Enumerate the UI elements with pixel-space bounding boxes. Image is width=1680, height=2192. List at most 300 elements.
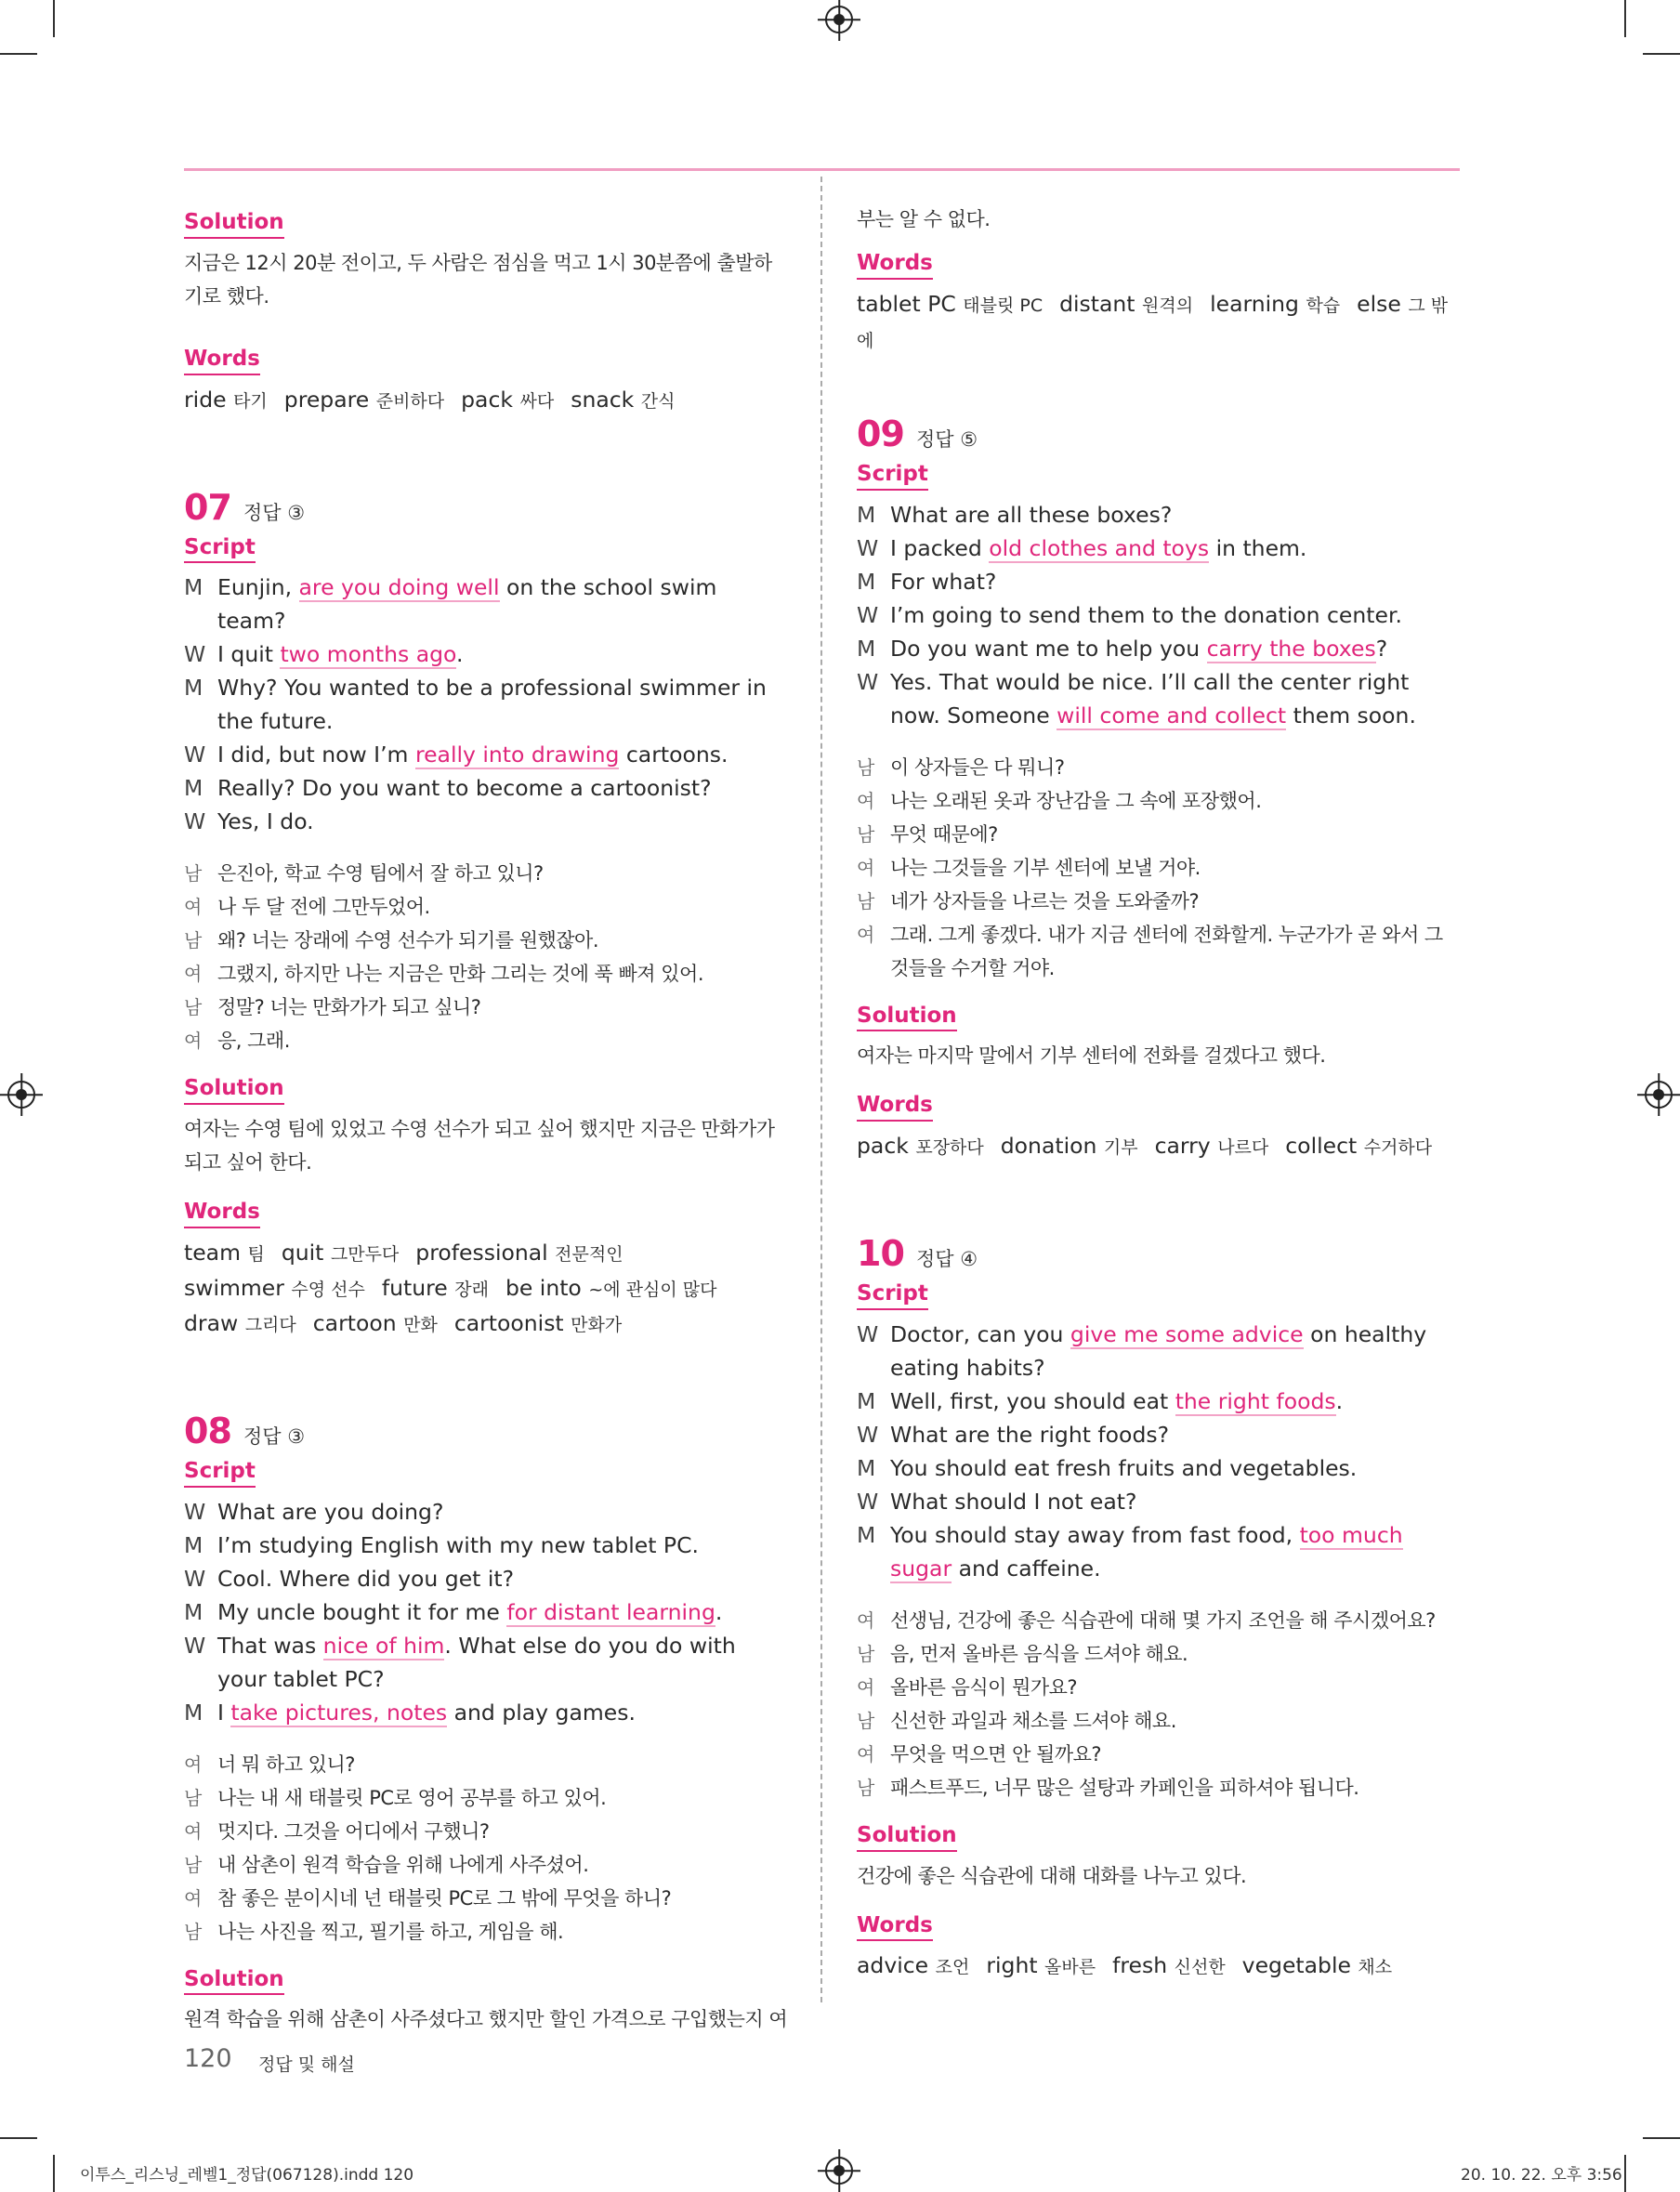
- vocab-meaning: 싸다: [519, 390, 555, 412]
- text-segment: You should stay away from fast food,: [890, 1521, 1300, 1548]
- speaker-label: 남: [184, 1920, 202, 1943]
- translation-line: [857, 1704, 1461, 1738]
- translation-line: [184, 991, 788, 1024]
- translation-text: 은진아, 학교 수영 팀에서 잘 하고 있니?: [217, 862, 544, 886]
- vocab-item: [505, 1275, 716, 1301]
- script-line: [857, 498, 1461, 532]
- vocab-word: professional: [415, 1239, 548, 1266]
- vocab-item: [1001, 1133, 1138, 1159]
- highlighted-phrase: take pictures, notes: [230, 1699, 448, 1726]
- vocab-word: team: [184, 1239, 241, 1266]
- translation-line: [857, 1604, 1461, 1637]
- crop-mark: [1643, 2137, 1680, 2139]
- speaker-label: W: [857, 601, 879, 628]
- text-segment: . What else do you do with your tablet PC?: [217, 1632, 736, 1692]
- left-column: [184, 184, 788, 2036]
- words-label: Words: [184, 1199, 260, 1228]
- translation-line: [184, 957, 788, 991]
- script-line: [857, 565, 1461, 598]
- script-text: [217, 637, 788, 671]
- script-line: [857, 1385, 1461, 1418]
- vocab-item: [184, 1275, 365, 1301]
- speaker-label: 여: [857, 1608, 874, 1632]
- translation-text: 응, 그래.: [217, 1030, 290, 1053]
- speaker-label: M: [857, 1387, 876, 1414]
- speaker-label: W: [184, 1632, 206, 1659]
- translation-text: 올바른 음식이 뭔가요?: [890, 1675, 1078, 1699]
- speaker-label: 여: [184, 1819, 202, 1843]
- script-text: [217, 771, 788, 805]
- speaker-label: 여: [857, 923, 874, 946]
- text-segment: My uncle bought it for me: [217, 1598, 507, 1625]
- speaker-label: W: [184, 742, 206, 768]
- script-line: [857, 1418, 1461, 1451]
- text-segment: I did, but now I’m: [217, 742, 415, 768]
- text-segment: Do you want me to help you: [890, 635, 1207, 662]
- script-line: [184, 1696, 788, 1729]
- script-text: [890, 532, 1461, 565]
- highlighted-phrase: old clothes and toys: [989, 534, 1210, 561]
- words-row: [857, 287, 1461, 358]
- vocab-meaning: 원격의: [1142, 295, 1194, 316]
- highlighted-phrase: are you doing well: [298, 574, 500, 601]
- vocab-item: [184, 1240, 265, 1266]
- translation-line: [857, 851, 1461, 885]
- speaker-label: 남: [857, 755, 874, 779]
- vocab-item: [1210, 291, 1340, 317]
- vocab-word: donation: [1000, 1133, 1097, 1159]
- speaker-label: 여: [857, 1742, 874, 1765]
- script-line: [184, 1495, 788, 1529]
- text-segment: Yes. That would be nice. I’ll call the center right now. Someone: [890, 668, 1410, 728]
- text-segment: That was: [217, 1632, 323, 1659]
- text-segment: and play games.: [447, 1699, 636, 1726]
- solution-text: 여자는 마지막 말에서 기부 센터에 전화를 걸겠다고 했다.: [857, 1044, 1326, 1068]
- translation-line: [184, 857, 788, 890]
- vocab-word: cartoonist: [453, 1309, 564, 1336]
- script-text: [217, 1629, 788, 1696]
- translation-line: [857, 1771, 1461, 1805]
- translation-line: [184, 890, 788, 924]
- file-info: 이투스_리스닝_레벨1_정답(067128).indd 120: [80, 2166, 414, 2185]
- vocab-word: right: [986, 1952, 1038, 1979]
- speaker-label: 여: [184, 963, 202, 986]
- speaker-label: 여: [184, 1886, 202, 1910]
- page-section-label: 정답 및 해설: [258, 2054, 355, 2075]
- vocab-word: tablet PC: [857, 290, 956, 317]
- vocab-word: quit: [281, 1239, 324, 1266]
- speaker-label: 남: [857, 1642, 874, 1665]
- question-number: 10: [857, 1233, 904, 1274]
- vocab-word: pack: [461, 386, 513, 413]
- vocab-word: carry: [1154, 1133, 1211, 1159]
- translation-text: 멋지다. 그것을 어디에서 구했니?: [217, 1819, 490, 1843]
- script-text: [217, 805, 788, 838]
- crop-mark: [1624, 2155, 1626, 2192]
- solution-text: 건강에 좋은 식습관에 대해 대화를 나누고 있다.: [857, 1864, 1247, 1887]
- translation-text: 그래. 그게 좋겠다. 내가 지금 센터에 전화할게. 누군가가 곧 와서 그것들을 수거할 거야.: [890, 923, 1443, 979]
- script-dialogue: [184, 571, 788, 838]
- vocab-meaning: 학습: [1306, 295, 1341, 316]
- vocab-word: cartoon: [312, 1309, 397, 1336]
- speaker-label: W: [857, 1421, 879, 1448]
- script-text: [217, 571, 788, 637]
- question-number: 08: [184, 1410, 231, 1451]
- script-line: [857, 598, 1461, 632]
- crop-mark: [0, 53, 37, 55]
- vocab-meaning: 기부: [1103, 1137, 1138, 1158]
- answer-key: 정답 ⑤: [916, 427, 978, 451]
- translation-text: 신선한 과일과 채소를 드셔야 해요.: [890, 1709, 1176, 1732]
- script-text: [890, 632, 1461, 665]
- vocab-meaning: 수거하다: [1363, 1137, 1433, 1158]
- words-row: [184, 1271, 788, 1306]
- vocab-item: [1242, 1952, 1392, 1978]
- registration-mark-right: [1645, 1081, 1673, 1109]
- vocab-meaning: 태블릿 PC: [963, 295, 1043, 316]
- words-list: [184, 383, 788, 418]
- translation-line: [184, 1882, 788, 1915]
- vocab-word: draw: [184, 1309, 239, 1336]
- text-segment: .: [456, 641, 464, 668]
- speaker-label: 남: [857, 1776, 874, 1799]
- vocab-meaning: 만화가: [571, 1314, 623, 1335]
- text-segment: Yes, I do.: [217, 808, 314, 835]
- translation-line: [184, 1781, 788, 1815]
- solution-label: Solution: [184, 1966, 284, 1996]
- speaker-label: 여: [184, 1752, 202, 1776]
- words-list: [184, 1236, 788, 1342]
- translation-line: [857, 1671, 1461, 1704]
- script-text: [217, 1495, 788, 1529]
- words-label: Words: [184, 346, 260, 375]
- speaker-label: 남: [857, 889, 874, 912]
- crop-mark: [53, 0, 55, 37]
- speaker-label: M: [184, 1699, 203, 1726]
- highlighted-phrase: really into drawing: [414, 742, 620, 768]
- registration-mark-bottom: [825, 2157, 853, 2185]
- crop-mark: [53, 2155, 55, 2192]
- text-segment: Really? Do you want to become a cartoonist?: [217, 775, 712, 802]
- script-line: [184, 805, 788, 838]
- vocab-meaning: 올바른: [1044, 1957, 1096, 1978]
- translation-line: [857, 918, 1461, 985]
- translation-text: 나는 그것들을 기부 센터에 보낼 거야.: [890, 856, 1201, 879]
- vocab-word: future: [381, 1274, 448, 1301]
- speaker-label: M: [857, 501, 876, 528]
- vocab-meaning: 조언: [935, 1957, 970, 1978]
- solution-label: Solution: [184, 209, 284, 239]
- speaker-label: M: [184, 775, 203, 802]
- right-column: [857, 184, 1461, 1984]
- speaker-label: W: [857, 534, 879, 561]
- vocab-item: [1112, 1952, 1226, 1978]
- vocab-item: [986, 1952, 1096, 1978]
- script-text: [217, 1696, 788, 1729]
- translation-text: 그랬지, 하지만 나는 지금은 만화 그리는 것에 푹 빠져 있어.: [217, 963, 704, 986]
- translation-text: 선생님, 건강에 좋은 식습관에 대해 몇 가지 조언을 해 주시겠어요?: [890, 1608, 1436, 1632]
- speaker-label: 남: [184, 862, 202, 886]
- vocab-item: [184, 387, 268, 413]
- translation-line: [184, 924, 788, 957]
- script-text: [890, 665, 1461, 732]
- script-line: [184, 671, 788, 738]
- solution-text: 여자는 수영 팀에 있었고 수영 선수가 되고 싶어 했지만 지금은 만화가가 되고 싶어 한다.: [184, 1118, 775, 1174]
- korean-translation: [184, 1748, 788, 1949]
- speaker-label: 남: [857, 1709, 874, 1732]
- script-line: [184, 1629, 788, 1696]
- translation-text: 무엇을 먹으면 안 될까요?: [890, 1742, 1102, 1765]
- solution-text: 지금은 12시 20분 전이고, 두 사람은 점심을 먹고 1시 30분쯤에 출발하기로 했다.: [184, 251, 772, 308]
- translation-text: 이 상자들은 다 뭐니?: [890, 755, 1065, 779]
- vocab-word: prepare: [283, 386, 370, 413]
- script-label: Script: [184, 534, 256, 564]
- highlighted-phrase: two months ago: [280, 641, 456, 668]
- registration-mark-top: [825, 6, 853, 33]
- translation-text: 나는 내 새 태블릿 PC로 영어 공부를 하고 있어.: [217, 1786, 607, 1809]
- answer-key: 정답 ③: [243, 1424, 306, 1448]
- translation-text: 음, 먼저 올바른 음식을 드셔야 해요.: [890, 1642, 1188, 1665]
- vocab-word: swimmer: [184, 1274, 284, 1301]
- speaker-label: W: [184, 641, 206, 668]
- speaker-label: 여: [857, 856, 874, 879]
- solution-label: Solution: [184, 1075, 284, 1105]
- words-row: [857, 1129, 1461, 1164]
- vocab-item: [282, 1240, 399, 1266]
- script-dialogue: [857, 498, 1461, 732]
- script-line: [857, 632, 1461, 665]
- question-header: [857, 1233, 1461, 1274]
- script-line: [184, 1562, 788, 1595]
- script-line: [857, 665, 1461, 732]
- question-header: [857, 413, 1461, 454]
- highlighted-phrase: too much sugar: [890, 1521, 1403, 1582]
- vocab-meaning: 신선한: [1174, 1957, 1226, 1978]
- registration-mark-left: [7, 1081, 35, 1109]
- words-list: [857, 1129, 1461, 1164]
- question-number: 07: [184, 486, 231, 528]
- text-segment: .: [715, 1598, 723, 1625]
- vocab-word: snack: [571, 386, 635, 413]
- translation-line: [184, 1915, 788, 1949]
- text-segment: Eunjin,: [217, 574, 299, 601]
- translation-text: 왜? 너는 장래에 수영 선수가 되기를 원했잖아.: [217, 929, 599, 952]
- vocab-meaning: 그만두다: [330, 1243, 400, 1265]
- solution-text-continued: 부는 알 수 없다.: [857, 208, 991, 230]
- vocab-item: [857, 1133, 984, 1159]
- speaker-label: M: [857, 1454, 876, 1481]
- speaker-label: M: [184, 1531, 203, 1558]
- text-segment: in them.: [1209, 534, 1307, 561]
- vocab-item: [1059, 291, 1193, 317]
- highlighted-phrase: the right foods: [1175, 1387, 1336, 1414]
- translation-line: [857, 784, 1461, 818]
- translation-text: 참 좋은 분이시네 넌 태블릿 PC로 그 밖에 무엇을 하니?: [217, 1886, 672, 1910]
- script-line: [184, 738, 788, 771]
- vocab-item: [461, 387, 554, 413]
- speaker-label: W: [184, 1498, 206, 1525]
- script-text: [890, 1485, 1461, 1518]
- vocab-meaning: 준비하다: [375, 390, 445, 412]
- speaker-label: W: [857, 668, 879, 695]
- speaker-label: 여: [857, 1675, 874, 1699]
- text-segment: on the school swim team?: [217, 574, 717, 635]
- script-text: [217, 671, 788, 738]
- speaker-label: M: [184, 675, 203, 702]
- script-text: [890, 1518, 1461, 1585]
- vocab-item: [1285, 1133, 1432, 1159]
- text-segment: I’m going to send them to the donation center.: [890, 601, 1402, 628]
- words-row: [184, 1236, 788, 1271]
- question-header: [184, 487, 788, 528]
- answer-key: 정답 ④: [916, 1248, 978, 1270]
- translation-text: 나는 오래된 옷과 장난감을 그 속에 포장했어.: [890, 789, 1262, 812]
- script-text: [217, 738, 788, 771]
- text-segment: What should I not eat?: [890, 1488, 1137, 1515]
- translation-line: [857, 1738, 1461, 1771]
- script-line: [857, 1318, 1461, 1385]
- speaker-label: M: [184, 1598, 203, 1625]
- speaker-label: 남: [857, 822, 874, 846]
- highlighted-phrase: nice of him: [322, 1632, 445, 1659]
- vocab-word: fresh: [1112, 1952, 1168, 1979]
- vocab-item: [415, 1240, 623, 1266]
- text-segment: I’m studying English with my new tablet PC.: [217, 1531, 699, 1558]
- vocab-item: [571, 387, 675, 413]
- column-divider: [820, 177, 822, 2002]
- words-list: [857, 1949, 1461, 1984]
- vocab-item: [857, 1952, 969, 1978]
- text-segment: You should eat fresh fruits and vegetables.: [890, 1454, 1358, 1481]
- highlighted-phrase: for distant learning: [506, 1598, 715, 1625]
- question-header: [184, 1411, 788, 1451]
- script-text: [217, 1595, 788, 1629]
- highlighted-phrase: carry the boxes: [1206, 635, 1376, 662]
- speaker-label: 남: [184, 996, 202, 1019]
- script-line: [184, 571, 788, 637]
- text-segment: What are the right foods?: [890, 1421, 1170, 1448]
- text-segment: I: [217, 1699, 231, 1726]
- speaker-label: 여: [184, 896, 202, 919]
- script-dialogue: [857, 1318, 1461, 1585]
- speaker-label: W: [184, 1565, 206, 1592]
- vocab-item: [184, 1310, 296, 1336]
- header-rule: [184, 168, 1460, 171]
- script-line: [184, 1595, 788, 1629]
- speaker-label: 여: [857, 789, 874, 812]
- translation-text: 네가 상자들을 나르는 것을 도와줄까?: [890, 889, 1200, 912]
- vocab-word: be into: [505, 1274, 582, 1301]
- solution-label: Solution: [857, 1822, 957, 1852]
- translation-line: [184, 1848, 788, 1882]
- vocab-item: [284, 387, 444, 413]
- vocab-item: [1155, 1133, 1269, 1159]
- speaker-label: W: [857, 1488, 879, 1515]
- vocab-word: learning: [1210, 290, 1299, 317]
- vocab-word: vegetable: [1241, 1952, 1351, 1979]
- question-number: 09: [857, 413, 904, 454]
- translation-text: 나 두 달 전에 그만두었어.: [217, 896, 430, 919]
- words-list: [857, 287, 1461, 358]
- translation-text: 패스트푸드, 너무 많은 설탕과 카페인을 피하셔야 됩니다.: [890, 1776, 1359, 1799]
- script-line: [857, 1518, 1461, 1585]
- script-text: [890, 498, 1461, 532]
- vocab-item: [382, 1275, 489, 1301]
- korean-translation: [184, 857, 788, 1057]
- vocab-meaning: 그 밖에: [857, 295, 1449, 351]
- script-line: [857, 1485, 1461, 1518]
- words-label: Words: [857, 1912, 933, 1942]
- vocab-word: advice: [857, 1952, 929, 1979]
- translation-text: 무엇 때문에?: [890, 822, 998, 846]
- vocab-meaning: 장래: [454, 1279, 489, 1300]
- translation-text: 나는 사진을 찍고, 필기를 하고, 게임을 해.: [217, 1920, 564, 1943]
- words-label: Words: [857, 1092, 933, 1122]
- text-segment: Doctor, can you: [890, 1320, 1070, 1347]
- vocab-word: collect: [1285, 1133, 1358, 1159]
- script-text: [890, 565, 1461, 598]
- text-segment: I quit: [217, 641, 281, 668]
- vocab-word: distant: [1059, 290, 1135, 317]
- script-text: [217, 1529, 788, 1562]
- text-segment: What are all these boxes?: [890, 501, 1173, 528]
- text-segment: I packed: [890, 534, 990, 561]
- speaker-label: M: [184, 574, 203, 601]
- script-line: [857, 532, 1461, 565]
- speaker-label: 남: [184, 929, 202, 952]
- script-text: [217, 1562, 788, 1595]
- script-line: [184, 637, 788, 671]
- vocab-meaning: 그리다: [244, 1314, 296, 1335]
- vocab-word: else: [1357, 290, 1401, 317]
- translation-text: 정말? 너는 만화가가 되고 싶니?: [217, 996, 481, 1019]
- vocab-meaning: 전문적인: [555, 1243, 623, 1265]
- speaker-label: M: [857, 568, 876, 595]
- speaker-label: M: [857, 1521, 876, 1548]
- text-segment: them soon.: [1286, 702, 1416, 728]
- vocab-meaning: 수영 선수: [291, 1279, 365, 1300]
- vocab-meaning: 채소: [1358, 1957, 1393, 1978]
- speaker-label: 여: [184, 1030, 202, 1053]
- translation-line: [184, 1024, 788, 1057]
- page-number: 120: [184, 2044, 232, 2073]
- script-text: [890, 1385, 1461, 1418]
- script-text: [890, 1451, 1461, 1485]
- script-text: [890, 1318, 1461, 1385]
- words-row: [184, 1306, 788, 1342]
- vocab-item: [454, 1310, 622, 1336]
- script-text: [890, 1418, 1461, 1451]
- crop-mark: [1643, 53, 1680, 55]
- korean-translation: [857, 751, 1461, 985]
- speaker-label: W: [184, 808, 206, 835]
- print-timestamp: 20. 10. 22. 오후 3:56: [1461, 2166, 1622, 2185]
- translation-line: [184, 1815, 788, 1848]
- translation-text: 내 삼촌이 원격 학습을 위해 나에게 사주셨어.: [217, 1853, 589, 1876]
- text-segment: cartoons.: [619, 742, 728, 768]
- translation-text: 너 뭐 하고 있니?: [217, 1752, 355, 1776]
- vocab-meaning: 나르다: [1217, 1137, 1269, 1158]
- text-segment: Why? You wanted to be a professional swimmer in the future.: [217, 675, 767, 735]
- vocab-meaning: 포장하다: [915, 1137, 984, 1158]
- script-line: [184, 771, 788, 805]
- script-dialogue: [184, 1495, 788, 1729]
- translation-line: [857, 818, 1461, 851]
- translation-line: [857, 1637, 1461, 1671]
- script-text: [890, 598, 1461, 632]
- vocab-meaning: 만화: [403, 1314, 438, 1335]
- speaker-label: W: [857, 1320, 879, 1347]
